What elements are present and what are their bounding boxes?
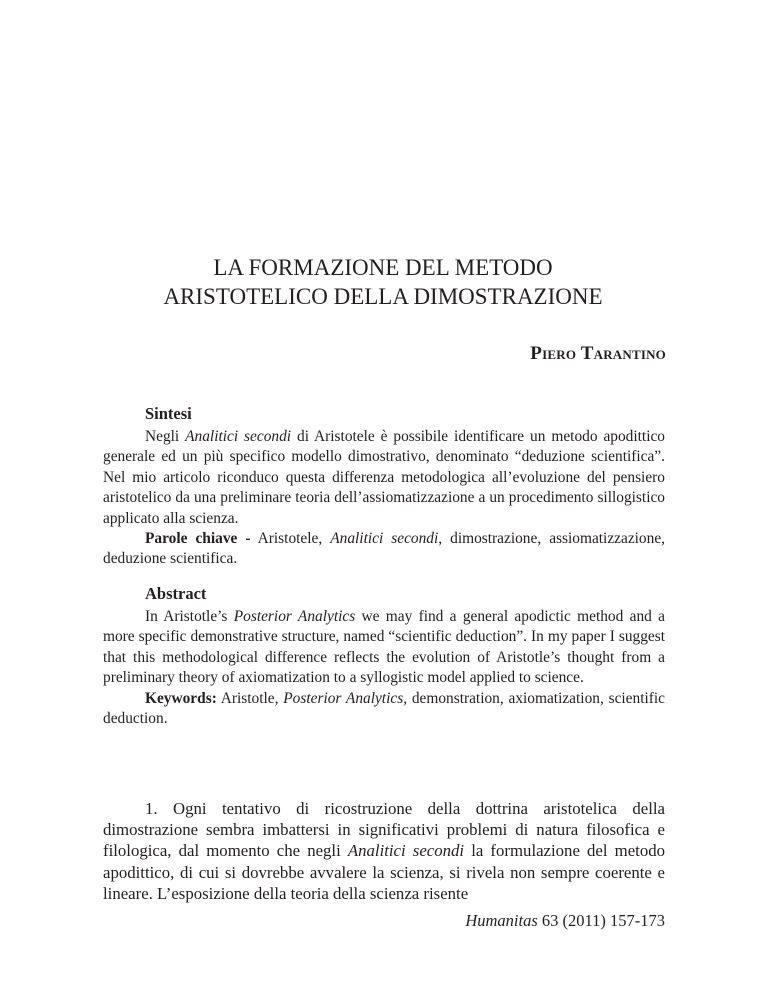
journal-citation [465,911,665,931]
body-paragraph: 1. Ogni tentativo di ricostruzione della dottrina aristotelica della dimostrazione sembra imbattersi in significativi problemi di natura filosofica e filologica, dal momento che negli Analitici secondi la formulazione del metodo apodittico, di cui si dovrebbe avvalere la scienza, si rivela non sempre coerente e lineare. L’esposizione della teoria della scienza risente [103,799,665,903]
sintesi-paragraph: Negli Analitici secondi di Aristotele è possibile identificare un metodo apodittico generale ed un più specifico modello dimostrativo, denominato “deduzione scientifica”. Nel mio articolo riconduco questa differenza metodologica all’evoluzione del pensiero aristotelico da una preliminare teoria dell’assiomatizzazione a un procedimento sillogistico applicato alla scienza. [103,428,665,527]
abstract-section [103,583,665,729]
citation-details: 63 (2011) 157-173 [537,911,665,930]
journal-name: Humanitas [465,911,538,930]
title-line-2: ARISTOTELICO DELLA DIMOSTRAZIONE [163,284,603,309]
abstract-heading: Abstract [145,584,207,603]
title-line-1: LA FORMAZIONE DEL METODO [213,255,553,280]
author-name: Piero Tarantino [530,343,666,364]
sintesi-section [103,403,665,570]
page-title [100,253,666,311]
abstract-keywords: Keywords: Aristotle, Posterior Analytics, demonstration, axiomatization, scientific deduction. [103,689,665,728]
abstract-paragraph: In Aristotle’s Posterior Analytics we may find a general apodictic method and a more specific demonstrative structure, named “scientific deduction”. In my paper I suggest that this methodological difference reflects the evolution of Aristotle’s thought from a preliminary theory of axiomatization to a syllogistic model applied to science. [103,608,665,687]
sintesi-keywords: Parole chiave - Aristotele, Analitici secondi, dimostrazione, assiomatizzazione, deduzione scientifica. [103,530,666,568]
body-text [103,798,665,904]
keywords-label: Parole chiave - [145,530,251,548]
keywords-label: Keywords: [145,689,217,707]
sintesi-heading: Sintesi [145,404,192,423]
